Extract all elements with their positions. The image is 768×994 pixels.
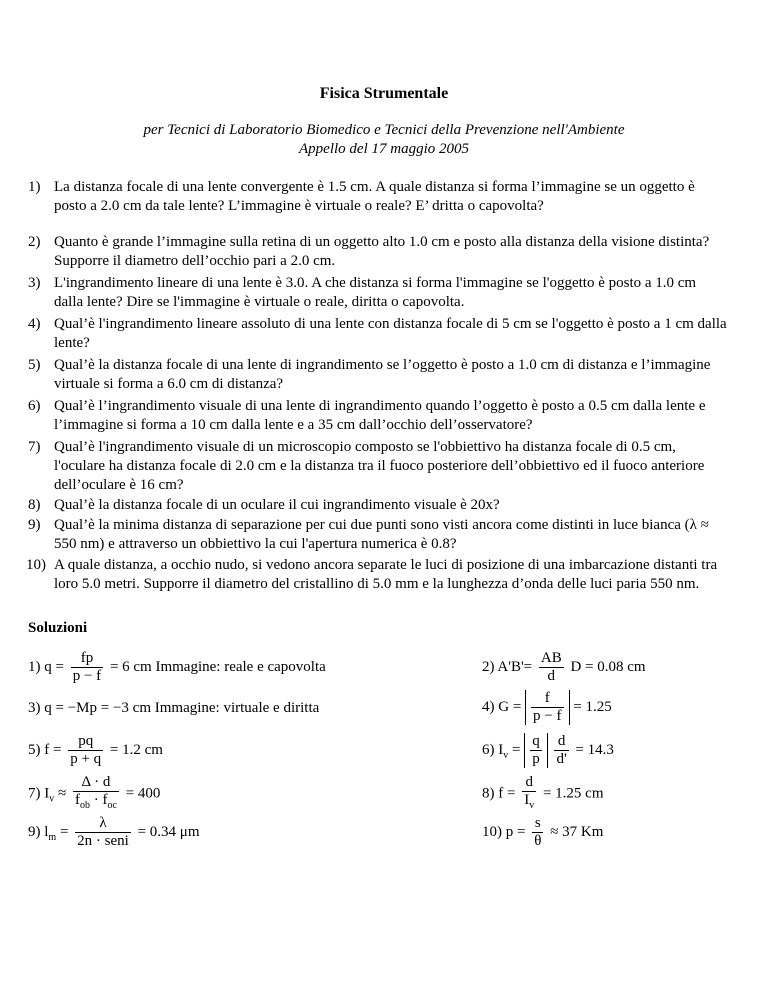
solution-9 xyxy=(28,815,200,850)
formula-result: = 6 cm Immagine: reale e capovolta xyxy=(109,658,326,675)
question-text: Qual’è l’ingrandimento visuale di una lente di ingrandimento quando l’oggetto è posto a 0.5 cm dalla lente e l’immagine si forma a 10 cm dalla lente e a 35 cm dall’occhio dell’osservatore? xyxy=(54,398,706,433)
question-text: A quale distanza, a occhio nudo, si vedono ancora separate le luci di posizione di una imbarcazione distanti tra loro 5.0 metri. Supporre il diametro del cristallino di 5.0 mm e la lunghezza d’onda delle luci paria 550 nm. xyxy=(54,557,718,592)
den-f: f xyxy=(74,792,80,808)
question-number: 6) xyxy=(28,398,41,414)
question-number: 10) xyxy=(26,557,46,573)
question-number: 1) xyxy=(28,179,41,195)
question-text: Qual’è la minima distanza di separazione per cui due punti sono visti ancora come distinti in luce bianca (λ ≈ 550 nm) e attraverso un obbiettivo la cui l'apertura numerica è 0.8? xyxy=(54,517,709,552)
formula-result: ≈ 37 Km xyxy=(550,823,604,840)
subscript: v xyxy=(529,800,535,811)
numerator: f xyxy=(544,690,550,706)
formula-result: = 0.34 μm xyxy=(137,823,200,840)
numerator: q xyxy=(532,733,540,749)
question-number: 3) xyxy=(28,275,41,291)
question-text: La distanza focale di una lente convergente è 1.5 cm. A quale distanza si forma l’immagine se un oggetto è posto a 2.0 cm da tale lente? L’immagine è virtuale o reale? E’ dritta o capovolta? xyxy=(54,179,695,214)
fraction xyxy=(532,815,543,850)
solution-4 xyxy=(482,690,612,725)
denominator: d xyxy=(539,667,564,685)
question-number: 7) xyxy=(28,439,41,455)
fraction xyxy=(539,650,564,685)
denominator: p − f xyxy=(72,668,102,684)
formula-result: = 1.25 cm xyxy=(542,785,604,802)
fraction xyxy=(531,690,563,725)
denominator: θ xyxy=(534,833,542,849)
equals-sign: = xyxy=(59,823,69,840)
solution-10 xyxy=(482,815,603,850)
solution-6 xyxy=(482,733,614,768)
formula-lhs: 10) p = xyxy=(482,823,526,840)
course-subtitle: per Tecnici di Laboratorio Biomedico e Tecnici della Prevenzione nell'Ambiente xyxy=(143,122,625,138)
question-8 xyxy=(28,496,728,515)
fraction xyxy=(554,733,568,768)
formula-lhs: 4) G = xyxy=(482,698,522,715)
question-7 xyxy=(28,438,728,495)
question-4 xyxy=(28,315,728,353)
denominator: 2n · seni xyxy=(77,833,129,849)
fraction xyxy=(73,774,119,814)
solution-7 xyxy=(28,774,160,814)
solution-3: 3) q = −Mp = −3 cm Immagine: virtuale e diritta xyxy=(28,700,320,716)
fraction xyxy=(75,815,131,850)
formula-result: D = 0.08 cm xyxy=(570,658,646,675)
denominator: p − f xyxy=(533,708,562,724)
solution-8 xyxy=(482,774,604,814)
numerator: pq xyxy=(78,733,94,749)
formula-lhs: 2) A'B'= xyxy=(482,658,533,675)
formula-result: = 14.3 xyxy=(575,741,614,758)
question-10 xyxy=(28,556,728,594)
formula-result: = 1.25 xyxy=(573,698,612,715)
question-number: 4) xyxy=(28,316,41,332)
question-text: L'ingrandimento lineare di una lente è 3.0. A che distanza si forma l'immagine se l'oggetto è posto a 1.0 cm dalla lente? Dire se l'immagine è virtuale o reale, diritta o capovolta. xyxy=(54,275,697,310)
formula-result: = 400 xyxy=(125,785,161,802)
subscript: v xyxy=(49,793,55,805)
question-2 xyxy=(28,233,728,271)
denominator: p xyxy=(532,751,540,767)
question-6 xyxy=(28,397,728,435)
subscript: ob xyxy=(79,800,90,811)
denominator: p + q xyxy=(70,751,102,767)
question-number: 8) xyxy=(28,497,41,513)
question-5 xyxy=(28,356,728,394)
question-text: Qual’è la distanza focale di una lente di ingrandimento se l’oggetto è posto a 1.0 cm di distanza e l’immagine virtuale si forma a 6.0 cm di distanza? xyxy=(54,357,711,392)
numerator: s xyxy=(534,815,541,831)
page-title: Fisica Strumentale xyxy=(319,85,449,102)
fraction xyxy=(530,733,542,768)
question-1 xyxy=(28,178,728,216)
approx-sign: ≈ xyxy=(58,785,67,802)
subscript: oc xyxy=(107,800,117,811)
question-3 xyxy=(28,274,728,312)
solution-1 xyxy=(28,650,326,685)
formula-result: = 1.2 cm xyxy=(109,741,163,758)
question-text: Quanto è grande l’immagine sulla retina di un oggetto alto 1.0 cm e posto alla distanza della visione distinta? Supporre il diametro dell’occhio pari a 2.0 cm. xyxy=(54,234,710,269)
numerator: d xyxy=(525,774,533,790)
fraction xyxy=(522,774,536,814)
numerator: d xyxy=(557,733,566,749)
absolute-value xyxy=(525,690,569,725)
formula-lhs: 8) f = xyxy=(482,785,516,802)
denominator: d' xyxy=(556,751,567,767)
formula-lhs: 1) q = xyxy=(28,658,64,675)
numerator: λ xyxy=(99,815,107,831)
solution-5 xyxy=(28,733,163,768)
formula-lhs: 6) I xyxy=(482,741,504,758)
question-number: 9) xyxy=(28,517,41,533)
question-text: Qual’è l'ingrandimento visuale di un microscopio composto se l'obbiettivo ha distanza focale di 0.5 cm, l'oculare ha distanza focale di 2.0 cm e la distanza tra il fuoco posteriore dell’obbiettivo ed il fuoco anteriore dell’oculare è 16 cm? xyxy=(54,439,705,493)
fraction xyxy=(71,650,103,685)
subscript: m xyxy=(48,831,57,843)
equals-sign: = xyxy=(512,741,521,758)
denominator xyxy=(73,791,119,814)
denominator xyxy=(522,791,536,814)
subscript: v xyxy=(503,749,509,761)
numerator: AB xyxy=(540,650,562,666)
numerator: fp xyxy=(80,650,94,666)
formula-lhs: 7) I xyxy=(28,785,50,802)
den-i: I xyxy=(524,792,530,808)
question-number: 5) xyxy=(28,357,41,373)
numerator: Δ · d xyxy=(81,774,111,790)
question-9 xyxy=(28,516,728,554)
formula-lhs: 9) l xyxy=(28,823,49,840)
question-text: Qual’è l'ingrandimento lineare assoluto di una lente con distanza focale di 5 cm se l'oggetto è posto a 1 cm dalla lente? xyxy=(54,316,727,351)
den-mid: · f xyxy=(89,792,108,808)
solutions-heading: Soluzioni xyxy=(28,620,88,636)
exam-date: Appello del 17 maggio 2005 xyxy=(299,141,469,157)
fraction xyxy=(68,733,103,768)
formula-lhs: 5) f = xyxy=(28,741,62,758)
absolute-value xyxy=(524,733,548,768)
question-number: 2) xyxy=(28,234,41,250)
solution-2 xyxy=(482,650,646,685)
question-text: Qual’è la distanza focale di un oculare il cui ingrandimento visuale è 20x? xyxy=(54,497,500,513)
